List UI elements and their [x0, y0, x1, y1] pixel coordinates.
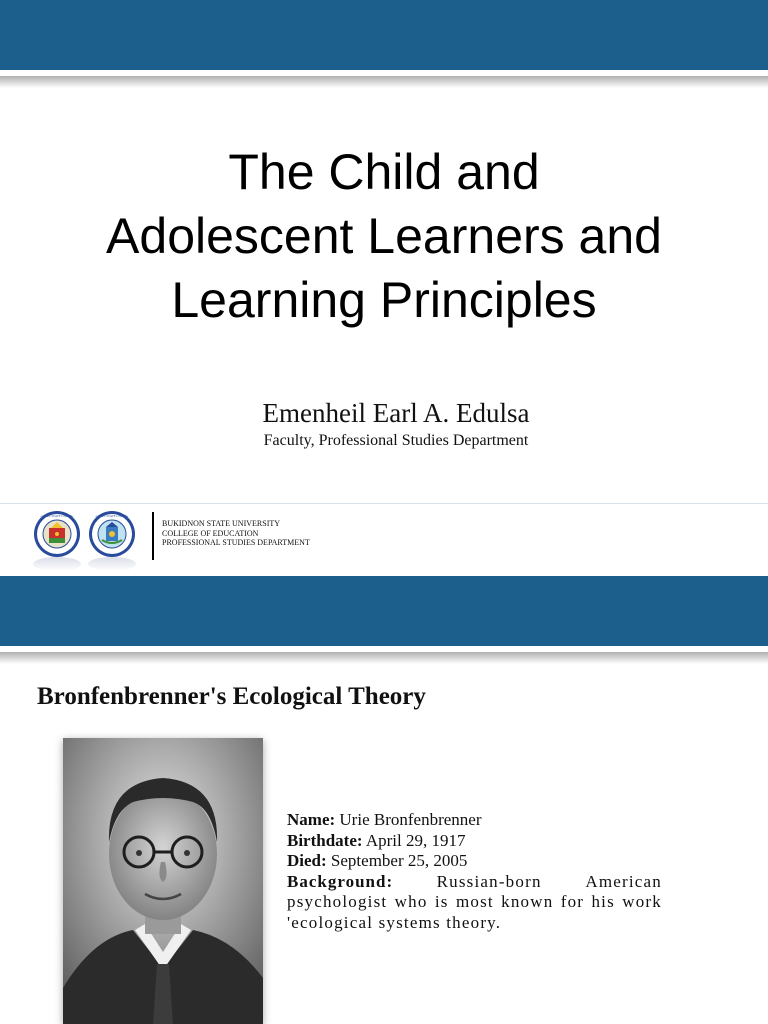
institution-college: COLLEGE OF EDUCATION [162, 528, 259, 538]
header-band-shadow [0, 76, 768, 88]
seal2-lettering: BUKIDNON STATE UNIVERSITY [88, 514, 136, 518]
seal-reflection [33, 557, 81, 571]
author-affiliation: Faculty, Professional Studies Department [263, 432, 529, 449]
bio-died-value: September 25, 2005 [330, 851, 468, 870]
header-band [0, 0, 768, 70]
bio-name-row [287, 810, 662, 831]
footer-vertical-rule [152, 512, 154, 560]
title-line-2: Adolescent Learners and [106, 208, 662, 264]
bio-died-row [287, 851, 662, 872]
header-band-shadow [0, 652, 768, 664]
bio-name-label: Name: [287, 810, 336, 829]
slide-heading: Bronfenbrenner's Ecological Theory [37, 683, 426, 710]
seal-reflection [88, 557, 136, 571]
institution-university: BUKIDNON STATE UNIVERSITY [162, 519, 281, 528]
portrait-photo [63, 738, 263, 1024]
bio-birthdate-value: April 29, 1917 [365, 830, 466, 850]
biography-info [287, 810, 662, 933]
title-line-3: Learning Principles [171, 272, 597, 328]
author-name: Emenheil Earl A. Edulsa [262, 398, 530, 428]
content-slide [0, 576, 768, 1024]
header-band [0, 576, 768, 646]
bio-background-row [287, 872, 662, 934]
bio-name-value: Urie Bronfenbrenner [339, 810, 482, 829]
bio-background-label: Background: [287, 871, 394, 891]
footer-divider [0, 503, 768, 504]
institution-block [162, 519, 310, 548]
title-line-1: The Child and [228, 144, 540, 200]
slide-title [0, 140, 768, 332]
college-seal-icon [88, 510, 136, 558]
bio-birthdate-row [287, 831, 662, 852]
bio-died-label: Died: [287, 851, 327, 870]
portrait-image [63, 738, 263, 1024]
institution-department: PROFESSIONAL STUDIES DEPARTMENT [162, 538, 310, 547]
university-seal-icon [33, 510, 81, 558]
seal1-lettering: BUKIDNON STATE UNIVERSITY [33, 514, 81, 518]
bio-background-value: Russian-born American psychologist who is most known for his work 'ecological systems theory. [287, 871, 662, 932]
bio-birthdate-label: Birthdate: [287, 830, 363, 850]
